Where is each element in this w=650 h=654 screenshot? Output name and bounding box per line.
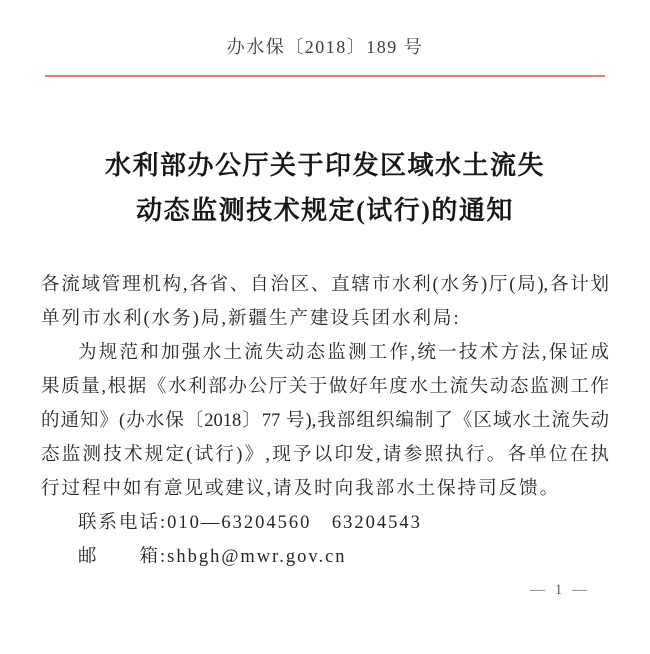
body-line-addressees-1: 各流域管理机构,各省、自治区、直辖市水利(水务)厅(局),各计划	[41, 275, 609, 295]
page-number: — 1 —	[530, 582, 590, 598]
body-line-paragraph-5: 行过程中如有意见或建议,请及时向我部水土保持司反馈。	[41, 479, 561, 499]
body-line-paragraph-1: 为规范和加强水土流失动态监测工作,统一技术方法,保证成	[78, 343, 609, 363]
body-line-paragraph-3: 的通知》(办水保〔2018〕77 号),我部组织编制了《区域水土流失动	[41, 411, 609, 431]
body-line-paragraph-2: 果质量,根据《水利部办公厅关于做好年度水土流失动态监测工作	[41, 377, 609, 397]
red-divider-line	[45, 75, 605, 77]
body-line-paragraph-4: 态监测技术规定(试行)》,现予以印发,请参照执行。各单位在执	[41, 445, 609, 465]
document-title	[0, 143, 650, 233]
title-line-2: 动态监测技术规定(试行)的通知	[136, 196, 514, 225]
contact-email: 邮 箱:shbgh@mwr.gov.cn	[78, 547, 347, 567]
document-body	[41, 268, 609, 574]
doc-number: 办水保〔2018〕189 号	[226, 37, 424, 57]
title-line-1: 水利部办公厅关于印发区域水土流失	[104, 151, 545, 180]
contact-phone: 联系电话:010—63204560 63204543	[78, 513, 422, 533]
body-line-addressees-2: 单列市水利(水务)局,新疆生产建设兵团水利局:	[41, 309, 461, 329]
